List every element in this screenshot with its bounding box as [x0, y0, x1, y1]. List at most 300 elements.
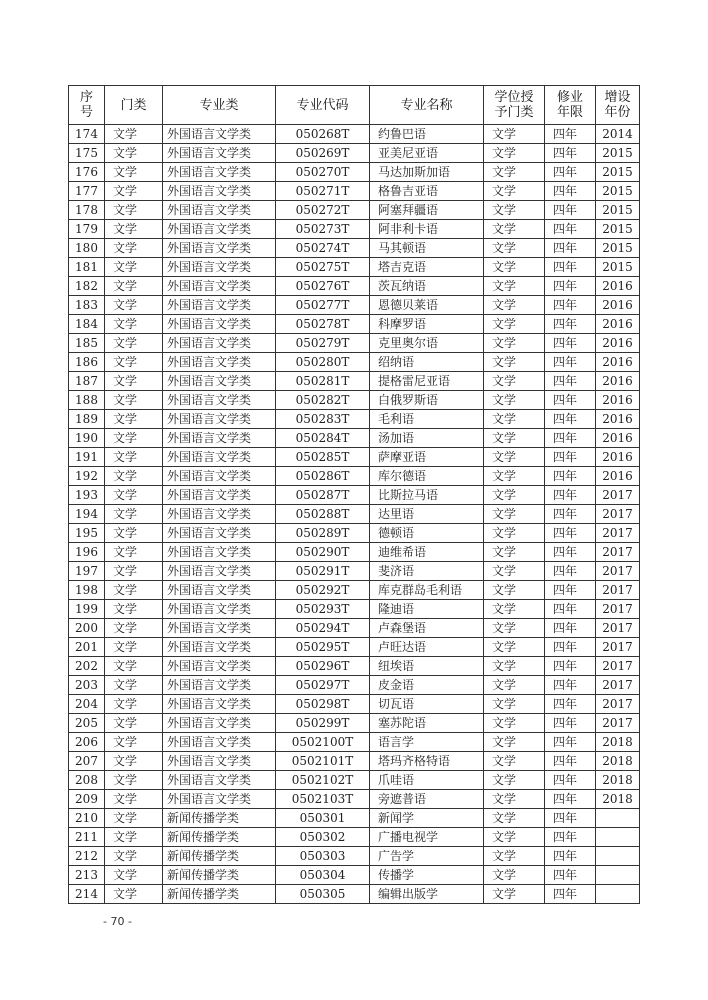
cell-year: 2017	[596, 695, 640, 714]
cell-code: 050304	[276, 866, 370, 885]
cell-code: 050269T	[276, 144, 370, 163]
cell-duration: 四年	[545, 486, 596, 505]
cell-year: 2017	[596, 638, 640, 657]
cell-name: 编辑出版学	[370, 885, 484, 904]
cell-degree: 文学	[484, 714, 545, 733]
cell-seq: 191	[69, 448, 105, 467]
cell-code: 050282T	[276, 391, 370, 410]
cell-duration: 四年	[545, 562, 596, 581]
cell-duration: 四年	[545, 524, 596, 543]
cell-duration: 四年	[545, 657, 596, 676]
table-row	[69, 296, 640, 315]
cell-name: 马达加斯加语	[370, 163, 484, 182]
cell-year: 2016	[596, 410, 640, 429]
cell-code: 050291T	[276, 562, 370, 581]
cell-seq: 214	[69, 885, 105, 904]
cell-major-class: 外国语言文学类	[163, 182, 276, 201]
cell-name: 格鲁吉亚语	[370, 182, 484, 201]
cell-category: 文学	[105, 524, 163, 543]
cell-major-class: 新闻传播学类	[163, 809, 276, 828]
cell-name: 阿塞拜疆语	[370, 201, 484, 220]
cell-code: 050285T	[276, 448, 370, 467]
table-row	[69, 866, 640, 885]
cell-year	[596, 809, 640, 828]
cell-year	[596, 885, 640, 904]
cell-year: 2016	[596, 353, 640, 372]
cell-degree: 文学	[484, 790, 545, 809]
cell-code: 050268T	[276, 125, 370, 144]
cell-duration: 四年	[545, 429, 596, 448]
cell-degree: 文学	[484, 391, 545, 410]
cell-duration: 四年	[545, 315, 596, 334]
cell-year: 2016	[596, 334, 640, 353]
table-row	[69, 334, 640, 353]
cell-major-class: 外国语言文学类	[163, 144, 276, 163]
cell-code: 050296T	[276, 657, 370, 676]
cell-category: 文学	[105, 619, 163, 638]
table-row	[69, 809, 640, 828]
cell-degree: 文学	[484, 372, 545, 391]
cell-duration: 四年	[545, 866, 596, 885]
cell-code: 050292T	[276, 581, 370, 600]
cell-seq: 176	[69, 163, 105, 182]
cell-seq: 180	[69, 239, 105, 258]
cell-name: 库克群岛毛利语	[370, 581, 484, 600]
cell-category: 文学	[105, 201, 163, 220]
cell-category: 文学	[105, 353, 163, 372]
cell-year: 2017	[596, 524, 640, 543]
table-row	[69, 695, 640, 714]
majors-table	[68, 85, 640, 904]
cell-category: 文学	[105, 315, 163, 334]
table-row	[69, 239, 640, 258]
cell-name: 迪维希语	[370, 543, 484, 562]
table-row	[69, 220, 640, 239]
cell-category: 文学	[105, 182, 163, 201]
cell-major-class: 新闻传播学类	[163, 866, 276, 885]
cell-year	[596, 847, 640, 866]
cell-degree: 文学	[484, 771, 545, 790]
cell-code: 050305	[276, 885, 370, 904]
cell-category: 文学	[105, 657, 163, 676]
cell-duration: 四年	[545, 258, 596, 277]
table-row	[69, 448, 640, 467]
cell-year: 2014	[596, 125, 640, 144]
cell-name: 广告学	[370, 847, 484, 866]
cell-seq: 182	[69, 277, 105, 296]
page-number: - 70 -	[103, 915, 132, 928]
cell-name: 达里语	[370, 505, 484, 524]
cell-degree: 文学	[484, 334, 545, 353]
cell-category: 文学	[105, 163, 163, 182]
cell-duration: 四年	[545, 144, 596, 163]
cell-seq: 186	[69, 353, 105, 372]
table-row	[69, 505, 640, 524]
cell-major-class: 外国语言文学类	[163, 220, 276, 239]
cell-seq: 198	[69, 581, 105, 600]
table-row	[69, 885, 640, 904]
table-row	[69, 201, 640, 220]
cell-degree: 文学	[484, 581, 545, 600]
cell-duration: 四年	[545, 790, 596, 809]
cell-seq: 208	[69, 771, 105, 790]
table-row	[69, 486, 640, 505]
cell-category: 文学	[105, 638, 163, 657]
cell-category: 文学	[105, 828, 163, 847]
table-row	[69, 372, 640, 391]
cell-degree: 文学	[484, 809, 545, 828]
cell-code: 050302	[276, 828, 370, 847]
cell-seq: 207	[69, 752, 105, 771]
cell-year: 2017	[596, 581, 640, 600]
cell-code: 050279T	[276, 334, 370, 353]
cell-name: 新闻学	[370, 809, 484, 828]
cell-major-class: 外国语言文学类	[163, 581, 276, 600]
cell-code: 050283T	[276, 410, 370, 429]
cell-year: 2017	[596, 657, 640, 676]
header-degree: 学位授 予门类	[484, 86, 545, 125]
cell-name: 提格雷尼亚语	[370, 372, 484, 391]
cell-year: 2015	[596, 144, 640, 163]
cell-code: 050277T	[276, 296, 370, 315]
cell-duration: 四年	[545, 543, 596, 562]
cell-duration: 四年	[545, 448, 596, 467]
cell-code: 050280T	[276, 353, 370, 372]
cell-year: 2017	[596, 676, 640, 695]
cell-major-class: 外国语言文学类	[163, 296, 276, 315]
table-row	[69, 467, 640, 486]
cell-degree: 文学	[484, 220, 545, 239]
cell-major-class: 外国语言文学类	[163, 334, 276, 353]
cell-category: 文学	[105, 733, 163, 752]
cell-category: 文学	[105, 695, 163, 714]
header-name: 专业名称	[370, 86, 484, 125]
cell-seq: 205	[69, 714, 105, 733]
cell-major-class: 外国语言文学类	[163, 505, 276, 524]
cell-duration: 四年	[545, 752, 596, 771]
cell-name: 恩德贝莱语	[370, 296, 484, 315]
cell-year: 2017	[596, 543, 640, 562]
cell-major-class: 外国语言文学类	[163, 714, 276, 733]
table-row	[69, 182, 640, 201]
cell-category: 文学	[105, 296, 163, 315]
cell-major-class: 外国语言文学类	[163, 733, 276, 752]
cell-seq: 192	[69, 467, 105, 486]
table-row	[69, 638, 640, 657]
cell-duration: 四年	[545, 467, 596, 486]
cell-seq: 187	[69, 372, 105, 391]
cell-category: 文学	[105, 847, 163, 866]
header-row	[69, 86, 640, 125]
cell-duration: 四年	[545, 619, 596, 638]
table-row	[69, 524, 640, 543]
cell-name: 传播学	[370, 866, 484, 885]
cell-name: 约鲁巴语	[370, 125, 484, 144]
cell-year	[596, 828, 640, 847]
cell-major-class: 外国语言文学类	[163, 543, 276, 562]
cell-major-class: 外国语言文学类	[163, 486, 276, 505]
cell-name: 茨瓦纳语	[370, 277, 484, 296]
cell-year: 2016	[596, 296, 640, 315]
cell-major-class: 外国语言文学类	[163, 448, 276, 467]
cell-major-class: 外国语言文学类	[163, 201, 276, 220]
cell-major-class: 外国语言文学类	[163, 752, 276, 771]
cell-duration: 四年	[545, 885, 596, 904]
cell-name: 克里奥尔语	[370, 334, 484, 353]
cell-major-class: 外国语言文学类	[163, 125, 276, 144]
cell-name: 萨摩亚语	[370, 448, 484, 467]
cell-degree: 文学	[484, 885, 545, 904]
cell-code: 050276T	[276, 277, 370, 296]
cell-duration: 四年	[545, 733, 596, 752]
cell-degree: 文学	[484, 296, 545, 315]
table-row	[69, 429, 640, 448]
cell-year: 2015	[596, 239, 640, 258]
cell-seq: 194	[69, 505, 105, 524]
cell-degree: 文学	[484, 182, 545, 201]
table-row	[69, 657, 640, 676]
cell-name: 皮金语	[370, 676, 484, 695]
cell-code: 050284T	[276, 429, 370, 448]
cell-major-class: 外国语言文学类	[163, 277, 276, 296]
cell-seq: 193	[69, 486, 105, 505]
cell-major-class: 外国语言文学类	[163, 619, 276, 638]
cell-code: 050275T	[276, 258, 370, 277]
cell-seq: 210	[69, 809, 105, 828]
cell-duration: 四年	[545, 239, 596, 258]
cell-year: 2017	[596, 505, 640, 524]
cell-degree: 文学	[484, 752, 545, 771]
cell-name: 斐济语	[370, 562, 484, 581]
cell-year: 2017	[596, 714, 640, 733]
cell-code: 050287T	[276, 486, 370, 505]
cell-duration: 四年	[545, 847, 596, 866]
cell-seq: 199	[69, 600, 105, 619]
cell-name: 塞苏陀语	[370, 714, 484, 733]
cell-year: 2016	[596, 467, 640, 486]
cell-duration: 四年	[545, 600, 596, 619]
cell-category: 文学	[105, 505, 163, 524]
cell-major-class: 外国语言文学类	[163, 638, 276, 657]
cell-code: 050271T	[276, 182, 370, 201]
cell-major-class: 外国语言文学类	[163, 163, 276, 182]
cell-seq: 189	[69, 410, 105, 429]
cell-category: 文学	[105, 714, 163, 733]
cell-category: 文学	[105, 258, 163, 277]
cell-name: 塔吉克语	[370, 258, 484, 277]
cell-name: 语言学	[370, 733, 484, 752]
cell-duration: 四年	[545, 372, 596, 391]
cell-degree: 文学	[484, 201, 545, 220]
table-row	[69, 828, 640, 847]
cell-year: 2017	[596, 600, 640, 619]
cell-degree: 文学	[484, 524, 545, 543]
header-major-class: 专业类	[163, 86, 276, 125]
cell-seq: 188	[69, 391, 105, 410]
cell-name: 旁遮普语	[370, 790, 484, 809]
cell-category: 文学	[105, 885, 163, 904]
cell-name: 卢森堡语	[370, 619, 484, 638]
cell-seq: 209	[69, 790, 105, 809]
cell-major-class: 外国语言文学类	[163, 429, 276, 448]
cell-year: 2018	[596, 790, 640, 809]
cell-seq: 201	[69, 638, 105, 657]
cell-year: 2016	[596, 277, 640, 296]
cell-degree: 文学	[484, 543, 545, 562]
table-row	[69, 410, 640, 429]
cell-code: 050289T	[276, 524, 370, 543]
cell-duration: 四年	[545, 163, 596, 182]
cell-duration: 四年	[545, 220, 596, 239]
cell-duration: 四年	[545, 676, 596, 695]
cell-code: 050299T	[276, 714, 370, 733]
cell-year: 2015	[596, 258, 640, 277]
cell-year: 2015	[596, 201, 640, 220]
cell-degree: 文学	[484, 239, 545, 258]
cell-degree: 文学	[484, 866, 545, 885]
cell-category: 文学	[105, 144, 163, 163]
cell-duration: 四年	[545, 695, 596, 714]
header-category: 门类	[105, 86, 163, 125]
cell-degree: 文学	[484, 448, 545, 467]
cell-seq: 212	[69, 847, 105, 866]
cell-degree: 文学	[484, 695, 545, 714]
table-row	[69, 562, 640, 581]
cell-code: 050273T	[276, 220, 370, 239]
cell-duration: 四年	[545, 334, 596, 353]
cell-category: 文学	[105, 486, 163, 505]
cell-code: 050290T	[276, 543, 370, 562]
cell-seq: 213	[69, 866, 105, 885]
cell-name: 马其顿语	[370, 239, 484, 258]
cell-year: 2015	[596, 220, 640, 239]
cell-degree: 文学	[484, 163, 545, 182]
header-seq: 序 号	[69, 86, 105, 125]
cell-code: 0502100T	[276, 733, 370, 752]
table-row	[69, 847, 640, 866]
cell-major-class: 外国语言文学类	[163, 258, 276, 277]
cell-code: 0502102T	[276, 771, 370, 790]
cell-duration: 四年	[545, 581, 596, 600]
table-row	[69, 144, 640, 163]
cell-duration: 四年	[545, 296, 596, 315]
cell-year: 2016	[596, 429, 640, 448]
cell-duration: 四年	[545, 182, 596, 201]
cell-major-class: 外国语言文学类	[163, 695, 276, 714]
cell-major-class: 外国语言文学类	[163, 239, 276, 258]
table-row	[69, 619, 640, 638]
cell-category: 文学	[105, 752, 163, 771]
cell-code: 050293T	[276, 600, 370, 619]
header-code: 专业代码	[276, 86, 370, 125]
cell-seq: 202	[69, 657, 105, 676]
cell-major-class: 外国语言文学类	[163, 524, 276, 543]
cell-year: 2017	[596, 562, 640, 581]
table-row	[69, 353, 640, 372]
table-row	[69, 581, 640, 600]
cell-major-class: 外国语言文学类	[163, 676, 276, 695]
cell-name: 纽埃语	[370, 657, 484, 676]
cell-category: 文学	[105, 543, 163, 562]
cell-degree: 文学	[484, 315, 545, 334]
cell-category: 文学	[105, 125, 163, 144]
cell-major-class: 外国语言文学类	[163, 562, 276, 581]
cell-degree: 文学	[484, 125, 545, 144]
cell-seq: 211	[69, 828, 105, 847]
cell-duration: 四年	[545, 638, 596, 657]
cell-category: 文学	[105, 562, 163, 581]
cell-name: 绍纳语	[370, 353, 484, 372]
cell-duration: 四年	[545, 828, 596, 847]
cell-degree: 文学	[484, 429, 545, 448]
cell-seq: 181	[69, 258, 105, 277]
cell-degree: 文学	[484, 600, 545, 619]
cell-duration: 四年	[545, 410, 596, 429]
cell-seq: 200	[69, 619, 105, 638]
cell-seq: 206	[69, 733, 105, 752]
cell-degree: 文学	[484, 486, 545, 505]
cell-major-class: 外国语言文学类	[163, 315, 276, 334]
cell-category: 文学	[105, 429, 163, 448]
cell-code: 0502103T	[276, 790, 370, 809]
cell-name: 比斯拉马语	[370, 486, 484, 505]
cell-major-class: 外国语言文学类	[163, 771, 276, 790]
cell-code: 0502101T	[276, 752, 370, 771]
table-row	[69, 258, 640, 277]
cell-year: 2016	[596, 372, 640, 391]
header-year: 增设 年份	[596, 86, 640, 125]
cell-category: 文学	[105, 467, 163, 486]
cell-duration: 四年	[545, 505, 596, 524]
cell-year: 2018	[596, 771, 640, 790]
table-row	[69, 714, 640, 733]
cell-degree: 文学	[484, 277, 545, 296]
cell-degree: 文学	[484, 353, 545, 372]
cell-category: 文学	[105, 277, 163, 296]
cell-degree: 文学	[484, 638, 545, 657]
cell-seq: 178	[69, 201, 105, 220]
cell-seq: 203	[69, 676, 105, 695]
cell-seq: 183	[69, 296, 105, 315]
cell-major-class: 外国语言文学类	[163, 391, 276, 410]
cell-major-class: 外国语言文学类	[163, 353, 276, 372]
cell-name: 塔玛齐格特语	[370, 752, 484, 771]
cell-degree: 文学	[484, 657, 545, 676]
table-row	[69, 391, 640, 410]
cell-major-class: 新闻传播学类	[163, 885, 276, 904]
cell-code: 050297T	[276, 676, 370, 695]
cell-code: 050301	[276, 809, 370, 828]
cell-major-class: 外国语言文学类	[163, 410, 276, 429]
cell-category: 文学	[105, 334, 163, 353]
cell-name: 隆迪语	[370, 600, 484, 619]
cell-seq: 195	[69, 524, 105, 543]
cell-category: 文学	[105, 581, 163, 600]
cell-seq: 175	[69, 144, 105, 163]
cell-code: 050278T	[276, 315, 370, 334]
cell-code: 050294T	[276, 619, 370, 638]
cell-major-class: 外国语言文学类	[163, 372, 276, 391]
cell-degree: 文学	[484, 828, 545, 847]
cell-name: 德顿语	[370, 524, 484, 543]
cell-code: 050281T	[276, 372, 370, 391]
cell-major-class: 外国语言文学类	[163, 657, 276, 676]
cell-seq: 204	[69, 695, 105, 714]
header-duration: 修业 年限	[545, 86, 596, 125]
table-row	[69, 733, 640, 752]
cell-year	[596, 866, 640, 885]
cell-year: 2018	[596, 733, 640, 752]
